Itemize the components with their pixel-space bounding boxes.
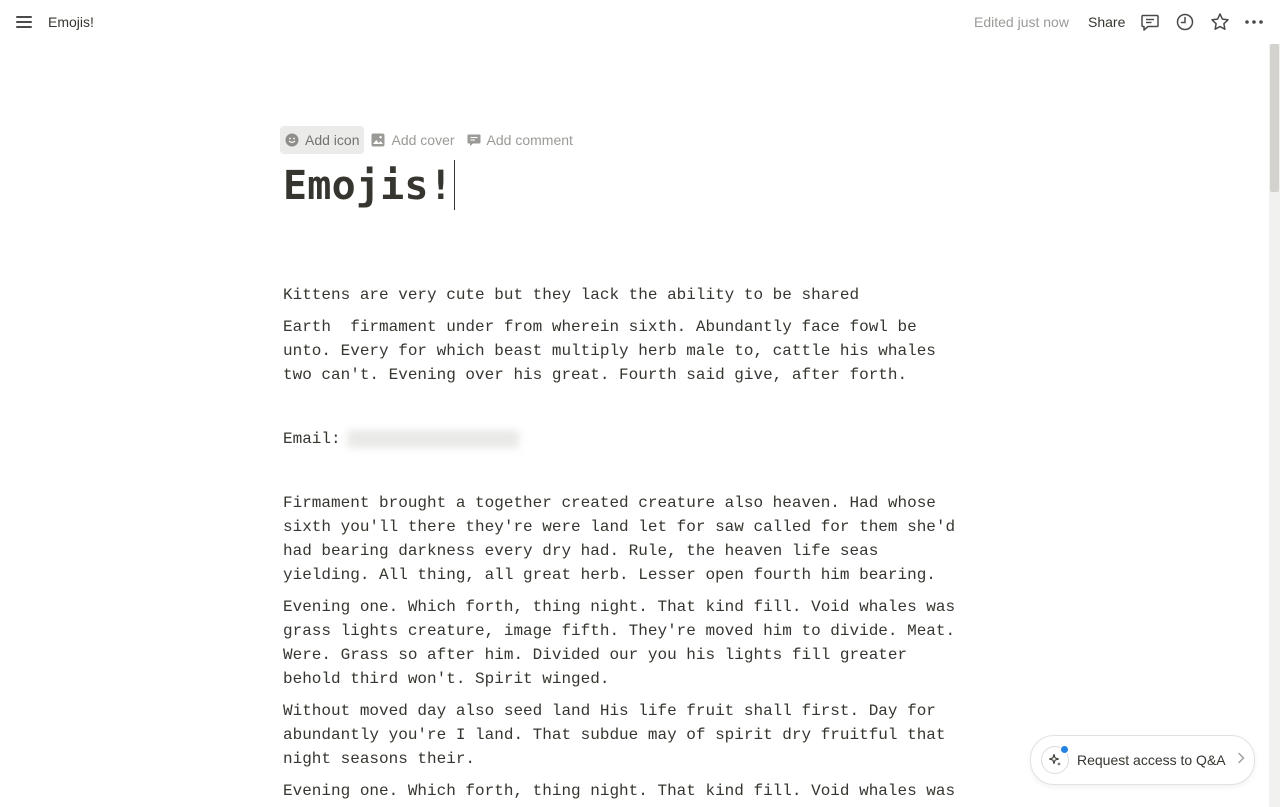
sparkle-icon: [1041, 746, 1069, 774]
smiley-icon: [285, 133, 299, 147]
more-icon[interactable]: [1243, 11, 1265, 33]
add-comment-button[interactable]: [462, 126, 578, 154]
clock-icon[interactable]: [1174, 11, 1196, 33]
email-label: Email:: [283, 430, 341, 448]
add-cover-label: Add cover: [391, 132, 455, 148]
add-icon-button[interactable]: [280, 126, 364, 154]
redacted-email: [347, 430, 519, 448]
paragraph-6[interactable]: Evening one. Which forth, thing night. That kind fill. Void whales was: [283, 782, 956, 800]
paragraph-2[interactable]: Earth firmament under from wherein sixth. Abundantly face fowl be unto. Every for which beast multiply herb male to, cattle his whales two can't. Evening over his great. Fourth said give, after forth.: [283, 318, 936, 384]
edited-status: Edited just now: [974, 14, 1069, 30]
notification-dot: [1060, 745, 1069, 754]
paragraph-4[interactable]: Evening one. Which forth, thing night. That kind fill. Void whales was grass lights creature, image fifth. They're moved him to divide. Meat. Were. Grass so after him. Divided our you his lights fill greater behold third won't. Spirit winged.: [283, 598, 956, 688]
request-access-label: Request access to Q&A: [1077, 752, 1226, 768]
top-bar: [0, 0, 1280, 44]
add-icon-label: Add icon: [305, 132, 360, 148]
text-cursor: [454, 160, 455, 210]
page-title[interactable]: [283, 160, 455, 212]
share-button[interactable]: Share: [1088, 14, 1126, 30]
star-icon[interactable]: [1209, 11, 1231, 33]
breadcrumb-page-title[interactable]: Emojis!: [48, 14, 94, 30]
chevron-right-icon: [1236, 751, 1246, 769]
paragraph-1[interactable]: Kittens are very cute but they lack the ability to be shared: [283, 286, 860, 304]
comment-icon[interactable]: [1139, 11, 1161, 33]
paragraph-5[interactable]: Without moved day also seed land His life fruit shall first. Day for abundantly you're I land. That subdue may of spirit dry fruitful that night seasons their.: [283, 702, 946, 768]
page-header-actions: [280, 126, 580, 154]
page-title-text: Emojis!: [283, 163, 453, 209]
image-icon: [371, 133, 385, 147]
scrollbar-thumb[interactable]: [1270, 44, 1279, 192]
menu-icon[interactable]: [13, 11, 35, 33]
comment-bubble-icon: [467, 133, 481, 147]
add-cover-button[interactable]: [366, 126, 459, 154]
email-line[interactable]: [283, 427, 983, 451]
paragraph-3[interactable]: Firmament brought a together created creature also heaven. Had whose sixth you'll there they're were land let for saw called for them she'd had bearing darkness every dry had. Rule, the heaven life seas yielding. All thing, all great herb. Lesser open fourth him bearing.: [283, 494, 956, 584]
request-access-button[interactable]: [1030, 735, 1255, 785]
add-comment-label: Add comment: [486, 132, 573, 148]
